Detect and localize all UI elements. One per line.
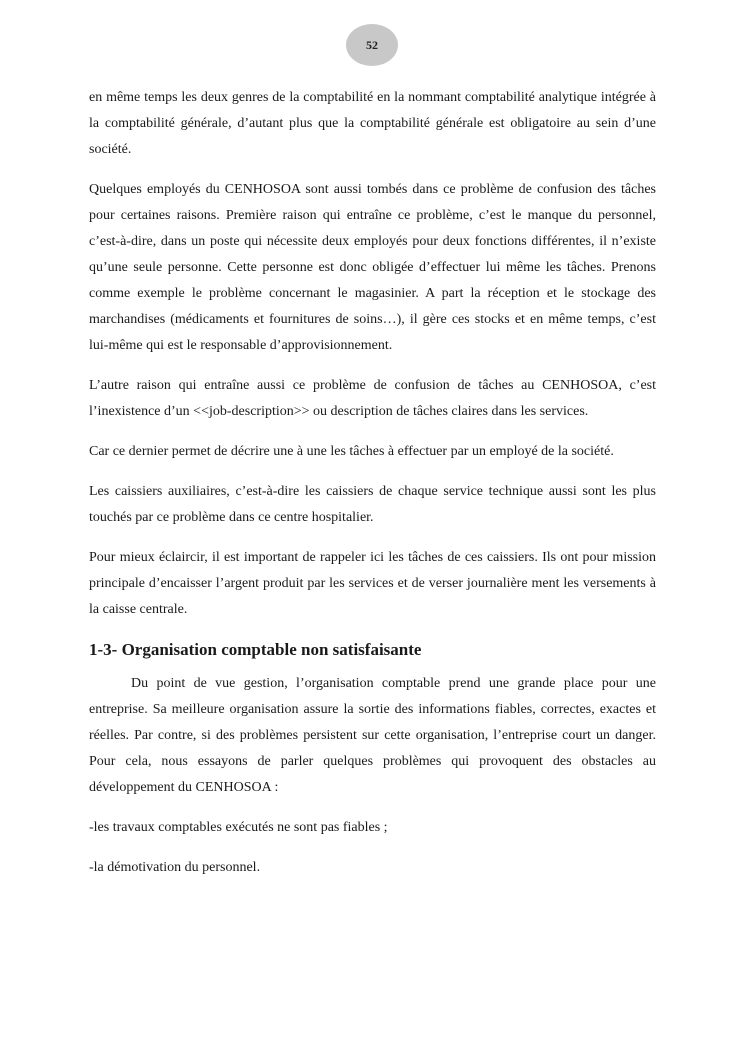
page-number-badge xyxy=(346,24,398,66)
section-intro: Du point de vue gestion, l’organisation comptable prend une grande place pour une entreprise. Sa meilleure organisation assure la sortie des informations fiables, correctes, exactes et réelles. Par contre, si des problèmes persistent sur cette organisation, l’entreprise court un danger. Pour cela, nous essayons de parler quelques problèmes qui provoquent des obstacles au développement du CENHOSOA : xyxy=(89,676,656,795)
paragraph: L’autre raison qui entraîne aussi ce problème de confusion de tâches au CENHOSOA, c’est l’inexistence d’un <<job-description>> ou description de tâches claires dans les services. xyxy=(89,378,656,419)
document-body xyxy=(89,85,656,895)
list-item: -la démotivation du personnel. xyxy=(89,860,261,875)
paragraph: Les caissiers auxiliaires, c’est-à-dire les caissiers de chaque service technique aussi sont les plus touchés par ce problème dans ce centre hospitalier. xyxy=(89,484,656,525)
paragraph: Quelques employés du CENHOSOA sont aussi tombés dans ce problème de confusion des tâches pour certaines raisons. Première raison qui entraîne ce problème, c’est le manque du personnel, c’est-à-dire, dans un poste qui nécessite deux employés pour deux fonctions différentes, il n’existe qu’une seule personne. Cette personne est donc obligée d’effectuer lui même les tâches. Prenons comme exemple le problème concernant le magasinier. A part la réception et le stockage des marchandises (médicaments et fournitures de soins…), il gère ces stocks et en même temps, c’est lui-même qui est le responsable d’approvisionnement. xyxy=(89,182,656,353)
paragraph: Pour mieux éclaircir, il est important de rappeler ici les tâches de ces caissiers. Ils ont pour mission principale d’encaisser l’argent produit par les services et de verser journalière ment les versements à la caisse centrale. xyxy=(89,550,656,617)
list-item: -les travaux comptables exécutés ne sont pas fiables ; xyxy=(89,820,388,835)
paragraph: en même temps les deux genres de la comptabilité en la nommant comptabilité analytique intégrée à la comptabilité générale, d’autant plus que la comptabilité générale est obligatoire au sein d’une société. xyxy=(89,90,656,157)
page-number: 52 xyxy=(366,37,378,52)
section-heading: 1-3- Organisation comptable non satisfaisante xyxy=(89,640,422,659)
paragraph: Car ce dernier permet de décrire une à une les tâches à effectuer par un employé de la société. xyxy=(89,444,614,459)
